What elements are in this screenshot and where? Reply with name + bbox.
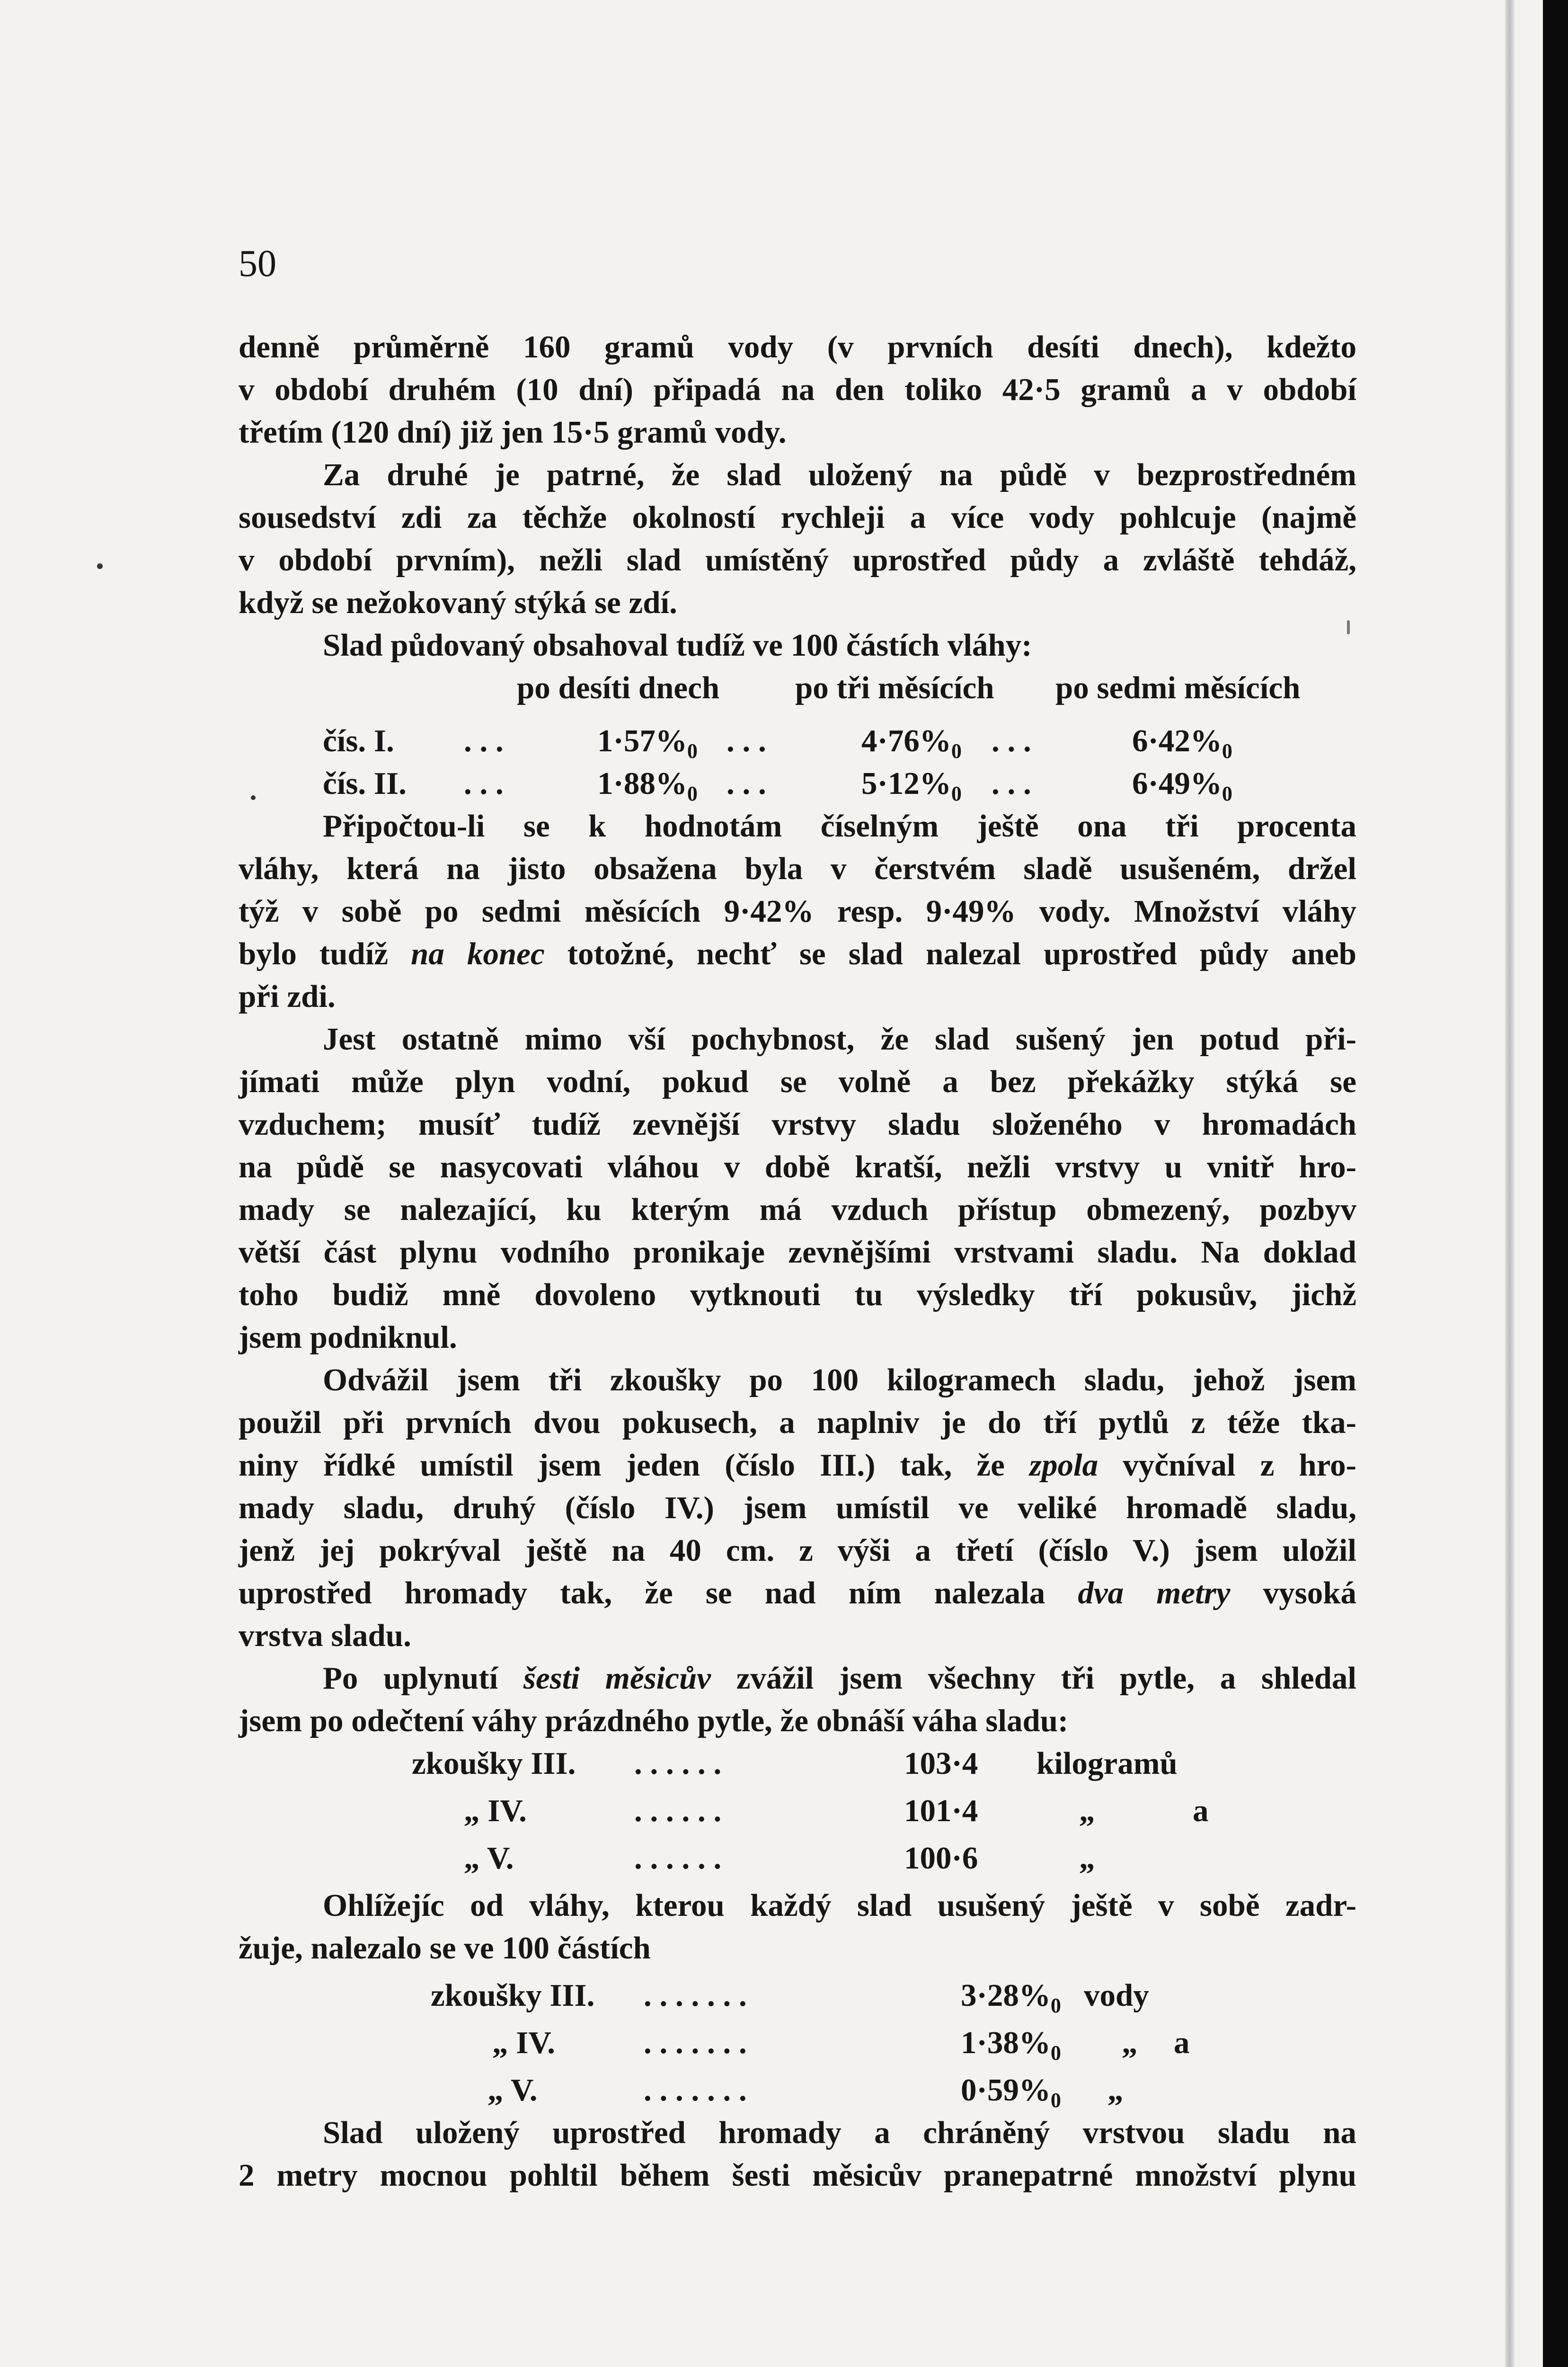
table-cell: 103·4	[904, 1746, 978, 1781]
row-label: zkoušky III.	[412, 1746, 576, 1781]
text-line: mady se nalezající, ku kterým má vzduch přístup obmezený, pozbyv	[239, 1192, 1356, 1227]
table-cell: $4\cdot 76\%_0$	[861, 723, 962, 763]
text-line: na půdě se nasycovati vláhou v době kratší, nežli vrstvy u vnitř hro-	[239, 1149, 1356, 1184]
leader-dots: . . . . . . .	[644, 2025, 747, 2060]
leader-dots: . . .	[726, 766, 766, 801]
row-label: zkoušky III.	[431, 1978, 595, 2013]
table-cell: $6\cdot 42\%_0$	[1132, 723, 1232, 763]
table-cell: $1\cdot 88\%_0$	[597, 766, 698, 805]
ditto-mark: „	[1107, 2073, 1124, 2108]
text-line: použil při prvních dvou pokusech, a naplniv je do tří pytlů z téže tka-	[239, 1405, 1356, 1440]
text-line: Za druhé je patrné, že slad uložený na půdě v bezprostředném	[323, 457, 1356, 492]
ditto-mark: „	[1079, 1841, 1095, 1876]
leader-dots: . . . . . .	[634, 1793, 722, 1828]
leader-dots: . . . . . .	[634, 1746, 722, 1781]
leader-dots: . . .	[464, 766, 504, 801]
text-line: když se nežokovaný stýká se zdí.	[239, 585, 677, 620]
leader-dots: . . .	[992, 723, 1031, 758]
table-header: po desíti dnech	[517, 670, 720, 705]
text-line: týž v sobě po sedmi měsících 9·42% resp. 9·49% vody. Množství vláhy	[239, 894, 1356, 929]
text-line: v období druhém (10 dní) připadá na den toliko 42·5 gramů a v období	[239, 372, 1356, 407]
table-cell: $5\cdot 12\%_0$	[861, 766, 962, 805]
scan-speck	[97, 563, 103, 569]
row-label: „ IV.	[464, 1793, 527, 1828]
row-label: „ V.	[487, 2073, 538, 2108]
row-label: čís. II.	[323, 766, 407, 801]
text-line: Odvážil jsem tři zkoušky po 100 kilogramech sladu, jehož jsem	[323, 1362, 1356, 1397]
table-cell: $6\cdot 49\%_0$	[1132, 766, 1232, 805]
conjunction: a	[1193, 1793, 1209, 1828]
row-label: „ V.	[464, 1841, 514, 1876]
text-line: denně průměrně 160 gramů vody (v prvních desíti dnech), kdežto	[239, 329, 1356, 365]
table-cell: $0\cdot 59\%_0$	[961, 2073, 1061, 2112]
text-line: Připočtou-li se k hodnotám číselným ještě ona tři procenta	[323, 809, 1356, 844]
unit: kilogramů	[1036, 1746, 1178, 1781]
table-header: po sedmi měsících	[1055, 670, 1301, 705]
table-cell: $1\cdot 38\%_0$	[961, 2025, 1061, 2064]
table-cell: $3\cdot 28\%_0$	[961, 1978, 1061, 2017]
leader-dots: . . . . . .	[634, 1841, 722, 1876]
table-cell: 101·4	[904, 1793, 978, 1828]
text-line: Po uplynutí šesti měsicův zvážil jsem všechny tři pytle, a shledal	[323, 1661, 1356, 1696]
table-cell: $1\cdot 57\%_0$	[597, 723, 698, 763]
leader-dots: . . .	[992, 766, 1031, 801]
text-line: Ohlížejíc od vláhy, kterou každý slad usušený ještě v sobě zadr-	[323, 1888, 1356, 1923]
text-line: sousedství zdi za těchže okolností rychleji a více vody pohlcuje (najmě	[239, 500, 1356, 535]
text-line: jenž jej pokrýval ještě na 40 cm. z výši a třetí (číslo V.) jsem uložil	[239, 1533, 1356, 1568]
ditto-mark: „	[1079, 1793, 1095, 1828]
table-header: po tři měsících	[795, 670, 994, 705]
text-line: jímati může plyn vodní, pokud se volně a bez překážky stýká se	[239, 1064, 1356, 1099]
text-line: v období prvním), nežli slad umístěný uprostřed půdy a zvláště tehdáž,	[239, 543, 1356, 578]
text-line: niny řídké umístil jsem jeden (číslo III.) tak, že zpola vyčníval z hro-	[239, 1448, 1356, 1483]
scan-speck	[251, 795, 256, 800]
text-line: žuje, nalezalo se ve 100 částích	[239, 1931, 651, 1966]
text-line: uprostřed hromady tak, že se nad ním nalezala dva metry vysoká	[239, 1575, 1356, 1611]
page-edge	[1505, 0, 1515, 2367]
page-number: 50	[239, 243, 276, 285]
text-line: jsem po odečtení váhy prázdného pytle, že obnáší váha sladu:	[239, 1703, 1069, 1738]
text-line: bylo tudíž na konec totožné, nechť se slad nalezal uprostřed půdy aneb	[239, 936, 1356, 971]
text-line: jsem podniknul.	[239, 1320, 457, 1355]
text-line: 2 metry mocnou pohltil během šesti měsicův pranepatrné množství plynu	[239, 2158, 1356, 2193]
text-line: vzduchem; musíť tudíž zevnější vrstvy sladu složeného v hromadách	[239, 1107, 1356, 1142]
leader-dots: . . .	[726, 723, 766, 758]
text-line: třetím (120 dní) již jen 15·5 gramů vody.	[239, 415, 787, 450]
unit: vody	[1084, 1978, 1149, 2013]
leader-dots: . . . . . . .	[644, 2073, 747, 2108]
text-line: vláhy, která na jisto obsažena byla v čerstvém sladě usušeném, držel	[239, 851, 1356, 886]
leader-dots: . . . . . . .	[644, 1978, 747, 2013]
text-line: Jest ostatně mimo vší pochybnost, že slad sušený jen potud při-	[323, 1022, 1356, 1057]
text-line: mady sladu, druhý (číslo IV.) jsem umístil ve veliké hromadě sladu,	[239, 1490, 1356, 1525]
conjunction: a	[1174, 2025, 1190, 2060]
text-line: Slad uložený uprostřed hromady a chráněný vrstvou sladu na	[323, 2115, 1356, 2150]
text-line: Slad půdovaný obsahoval tudíž ve 100 částích vláhy:	[323, 628, 1032, 663]
scan-speck	[1347, 620, 1350, 634]
leader-dots: . . .	[464, 723, 504, 758]
text-line: větší část plynu vodního pronikaje zevnějšími vrstvami sladu. Na doklad	[239, 1235, 1356, 1270]
row-label: „ IV.	[492, 2025, 555, 2060]
row-label: čís. I.	[323, 723, 394, 758]
text-line: vrstva sladu.	[239, 1618, 411, 1653]
ditto-mark: „	[1122, 2025, 1138, 2060]
text-line: toho budiž mně dovoleno vytknouti tu výsledky tří pokusův, jichž	[239, 1277, 1356, 1312]
text-line: při zdi.	[239, 979, 336, 1014]
table-cell: 100·6	[904, 1841, 978, 1876]
